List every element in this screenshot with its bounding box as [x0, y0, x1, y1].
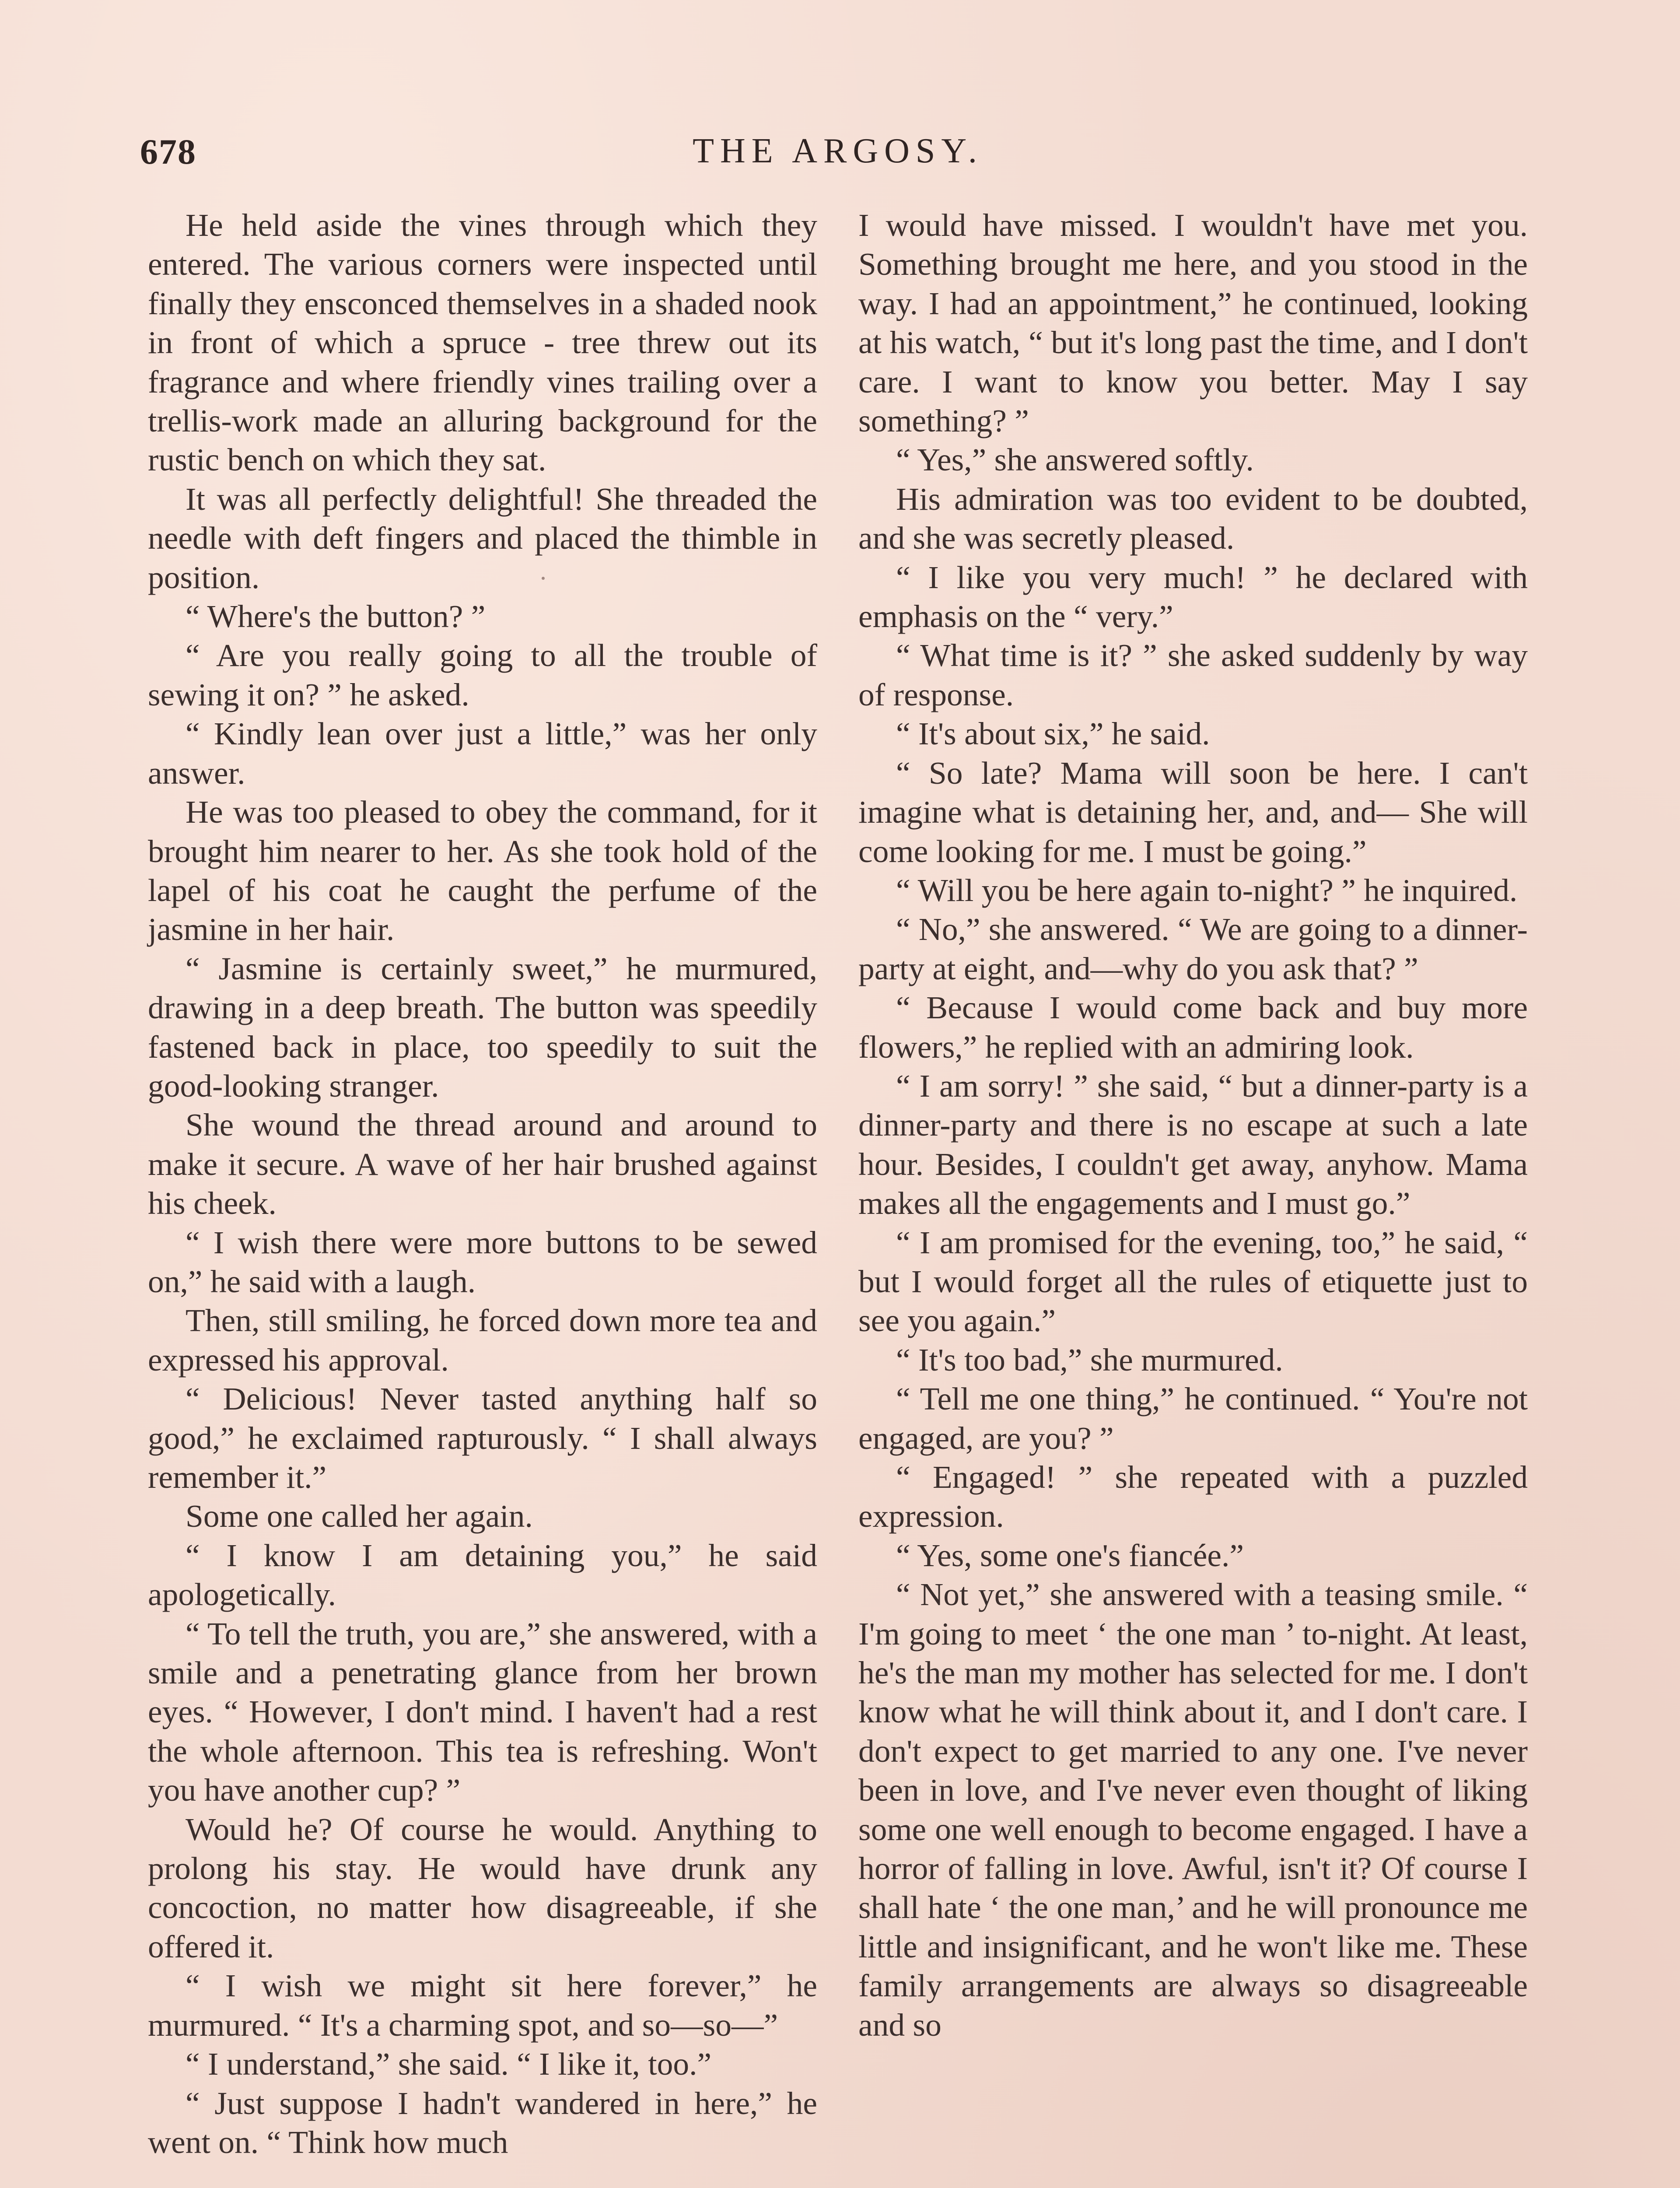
paragraph: “ It's too bad,” she murmured. — [896, 1342, 1283, 1378]
paragraph: “ Yes, some one's fiancée.” — [896, 1537, 1244, 1573]
paragraph: “ I like you very much! ” he declared with emphasis on the “ very.” — [858, 559, 1528, 635]
paragraph: Some one called her again. — [186, 1498, 533, 1534]
paragraph: “ To tell the truth, you are,” she answered, with a smile and a penetrating glance from her brown eyes. “ However, I don't mind. I haven't had a rest the whole afternoon. This tea is refreshing. Won't you have another cup? ” — [148, 1616, 817, 1808]
paragraph: His admiration was too evident to be doubted, and she was secretly pleased. — [858, 481, 1528, 556]
right-column — [858, 206, 1528, 2044]
print-speck — [542, 577, 545, 580]
paragraph: “ Kindly lean over just a little,” was her only answer. — [148, 716, 817, 791]
paragraph: “ Because I would come back and buy more flowers,” he replied with an admiring look. — [858, 990, 1528, 1065]
paragraph: “ I wish we might sit here forever,” he murmured. “ It's a charming spot, and so—so—” — [148, 1968, 817, 2043]
paragraph: “ Where's the button? ” — [186, 599, 486, 635]
paragraph: “ It's about six,” he said. — [896, 716, 1210, 752]
paragraph: He was too pleased to obey the command, for it brought him nearer to her. As she took hold of the lapel of his coat he caught the perfume of the jasmine in her hair. — [148, 794, 817, 947]
paragraph: She wound the thread around and around to make it secure. A wave of her hair brushed against his cheek. — [148, 1107, 817, 1221]
running-title: THE ARGOSY. — [693, 132, 983, 170]
paragraph: “ I am sorry! ” she said, “ but a dinner-party is a dinner-party and there is no escape at such a late hour. Besides, I couldn't get away, anyhow. Mama makes all the engagements and I must go.” — [858, 1068, 1528, 1221]
page-number: 678 — [140, 132, 196, 172]
paragraph: “ I wish there were more buttons to be sewed on,” he said with a laugh. — [148, 1224, 817, 1299]
paragraph: “ Just suppose I hadn't wandered in here,” he went on. “ Think how much — [148, 2085, 817, 2160]
paragraph: “ Tell me one thing,” he continued. “ You're not engaged, are you? ” — [858, 1381, 1528, 1456]
left-column — [148, 206, 817, 2162]
paragraph: “ No,” she answered. “ We are going to a dinner-party at eight, and—why do you ask that? ” — [858, 912, 1528, 986]
paragraph: “ Delicious! Never tasted anything half so good,” he exclaimed rapturously. “ I shall always remember it.” — [148, 1381, 817, 1495]
paragraph: “ Will you be here again to-night? ” he inquired. — [896, 872, 1518, 908]
paragraph: “ Jasmine is certainly sweet,” he murmured, drawing in a deep breath. The button was speedily fastened back in place, too speedily to suit the good-looking stranger. — [148, 950, 817, 1104]
paragraph: “ Yes,” she answered softly. — [896, 442, 1254, 478]
paragraph: “ Are you really going to all the trouble of sewing it on? ” he asked. — [148, 638, 817, 712]
paragraph: It was all perfectly delightful! She threaded the needle with deft fingers and placed the thimble in position. — [148, 481, 817, 595]
page-header — [140, 131, 1536, 179]
paragraph: Would he? Of course he would. Anything to prolong his stay. He would have drunk any concoction, no matter how disagreeable, if she offered it. — [148, 1811, 817, 1964]
paragraph: “ I understand,” she said. “ I like it, too.” — [186, 2046, 712, 2082]
paragraph: “ Engaged! ” she repeated with a puzzled expression. — [858, 1459, 1528, 1534]
paragraph: “ So late? Mama will soon be here. I can't imagine what is detaining her, and, and— She will come looking for me. I must be going.” — [858, 755, 1528, 869]
paragraph: Then, still smiling, he forced down more tea and expressed his approval. — [148, 1303, 817, 1378]
continued-paragraph: I would have missed. I wouldn't have met you. Something brought me here, and you stood in the way. I had an appointment,” he continued, looking at his watch, “ but it's long past the time, and I don't care. I want to know you better. May I say something? ” — [858, 207, 1528, 439]
paragraph: “ I know I am detaining you,” he said apologetically. — [148, 1537, 817, 1613]
paragraph: “ I am promised for the evening, too,” he said, “ but I would forget all the rules of etiquette just to see you again.” — [858, 1224, 1528, 1339]
paragraph: “ Not yet,” she answered with a teasing smile. “ I'm going to meet ‘ the one man ’ to-night. At least, he's the man my mother has selected for me. I don't know what he will think about it, and I don't care. I don't expect to get married to any one. I've never been in love, and I've never even thought of liking some one well enough to become engaged. I have a horror of falling in love. Awful, isn't it? Of course I shall hate ‘ the one man,’ and he will pronounce me little and insignificant, and he won't like me. These family arrangements are always so disagreeable and so — [858, 1577, 1528, 2043]
paragraph: He held aside the vines through which they entered. The various corners were inspected until finally they ensconced themselves in a shaded nook in front of which a spruce - tree threw out its fragrance and where friendly vines trailing over a trellis-work made an alluring background for the rustic bench on which they sat. — [148, 207, 817, 478]
paragraph: “ What time is it? ” she asked suddenly by way of response. — [858, 638, 1528, 712]
